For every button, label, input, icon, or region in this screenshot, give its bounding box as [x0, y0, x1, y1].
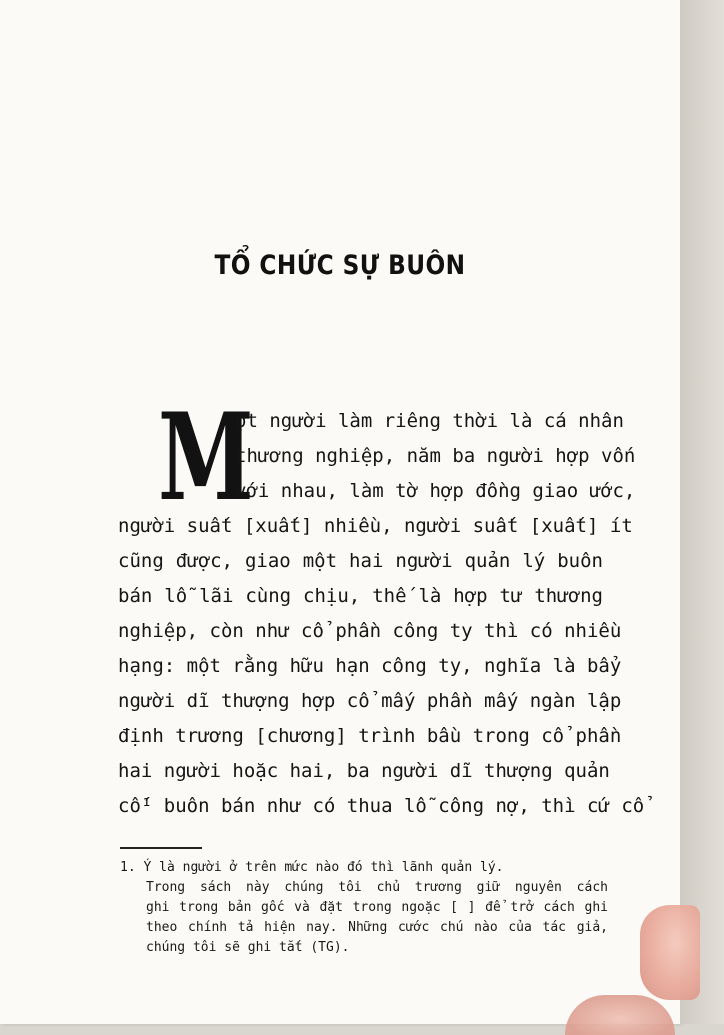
- body-line: định trương [chương] trình bầu trong cổ phần: [118, 725, 622, 747]
- body-line: thương nghiệp, năm ba người hợp vốn: [235, 445, 636, 467]
- body-line: cố¹ buôn bán như có thua lỗ công nợ, thì cứ cổ: [118, 795, 645, 817]
- footnote-line: 1. Ý là người ở trên mức nào đó thì lãnh quản lý.: [120, 860, 504, 875]
- chapter-title: TỔ CHỨC SỰ BUÔN: [214, 250, 466, 281]
- drop-cap-letter: M: [158, 387, 254, 528]
- body-line: người suất [xuất] nhiều, người suất [xuất] ít: [118, 515, 633, 537]
- body-line: nghiệp, còn như cổ phần công ty thì có nhiều: [118, 620, 622, 642]
- footnote-line: ghi trong bản gốc và đặt trong ngoặc [ ] để trở cách ghi: [146, 900, 608, 915]
- body-line: hai người hoặc hai, ba người dĩ thượng quản: [118, 760, 610, 782]
- thumb-image: [640, 905, 700, 1000]
- body-line: hạng: một rằng hữu hạn công ty, nghĩa là bẩy: [118, 655, 622, 677]
- body-line: người dĩ thượng hợp cổ mấy phần mấy ngàn lập: [118, 690, 622, 712]
- body-line: bán lỗ lãi cùng chịu, thế là hợp tư thương: [118, 585, 603, 607]
- body-line: ột người làm riêng thời là cá nhân: [235, 410, 624, 432]
- body-line: cũng được, giao một hai người quản lý buôn: [118, 550, 603, 572]
- footnote-line: theo chính tả hiện nay. Những cước chú nào của tác giả,: [146, 920, 608, 935]
- body-line: với nhau, làm tờ hợp đồng giao ước,: [235, 480, 636, 502]
- footnote-separator: [120, 847, 202, 849]
- book-edge: [680, 0, 724, 1024]
- footnote-line: Trong sách này chúng tôi chủ trương giữ nguyên cách: [146, 880, 608, 895]
- footnote-line: chúng tôi sẽ ghi tắt (TG).: [146, 940, 350, 955]
